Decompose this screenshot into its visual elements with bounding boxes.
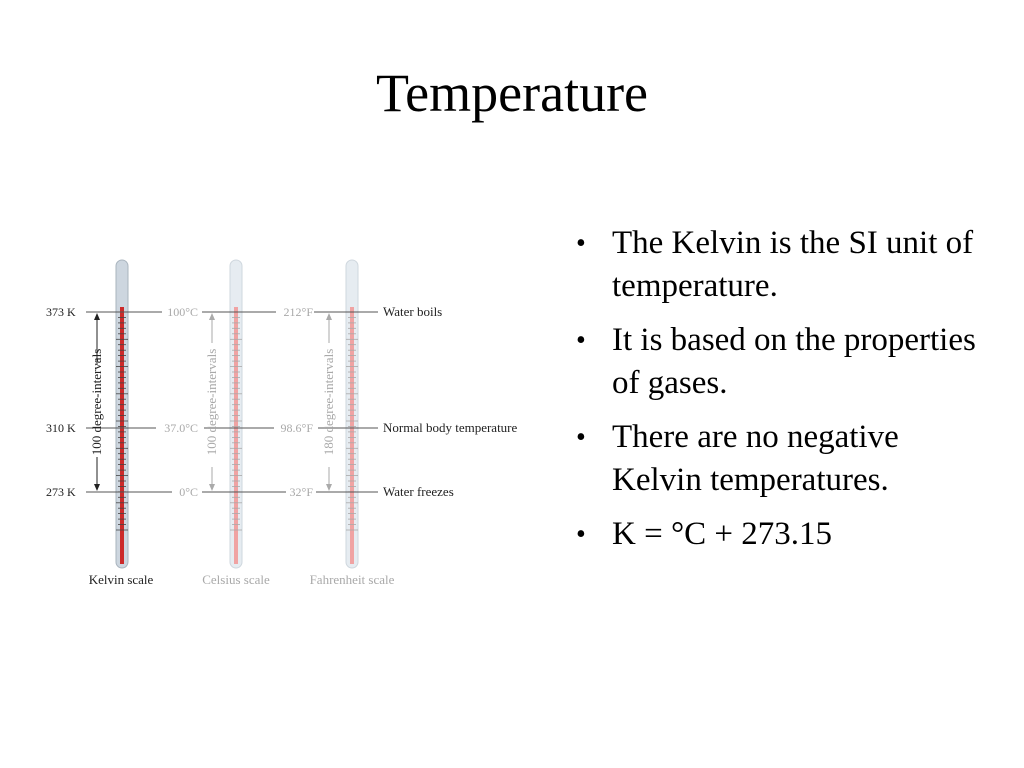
thermometer-diagram <box>40 255 560 600</box>
kelvin-freezing-value: 273 K <box>46 485 76 499</box>
bullet-dot-icon: • <box>576 519 586 550</box>
fahrenheit-boiling-value: 212°F <box>283 305 313 319</box>
fahrenheit-thermometer-column <box>350 307 354 564</box>
bullet-dot-icon: • <box>576 422 586 453</box>
fahrenheit-body-value: 98.6°F <box>280 421 313 435</box>
bullet-dot-icon: • <box>576 325 586 356</box>
bullet-list <box>574 222 994 567</box>
bullet-text: There are no negative Kelvin temperatures. <box>612 419 899 498</box>
celsius-body-value: 37.0°C <box>164 421 198 435</box>
bullet-item <box>574 319 994 405</box>
water-freezes-label: Water freezes <box>383 484 454 499</box>
celsius-interval-label: 100 degree-intervals <box>204 348 219 456</box>
kelvin-body-value: 310 K <box>46 421 76 435</box>
bullet-text: It is based on the properties of gases. <box>612 322 976 401</box>
fahrenheit-scale-label: Fahrenheit scale <box>309 572 395 587</box>
kelvin-scale-label: Kelvin scale <box>88 572 154 587</box>
body-temperature-label: Normal body temperature <box>383 420 518 435</box>
kelvin-interval-label: 100 degree-intervals <box>89 348 104 456</box>
bullet-text: K = °C + 273.15 <box>612 516 833 552</box>
kelvin-thermometer-column <box>120 307 124 564</box>
bullet-dot-icon: • <box>576 228 586 259</box>
celsius-freezing-value: 0°C <box>179 485 198 499</box>
thermometer-figure <box>40 255 560 600</box>
kelvin-boiling-value: 373 K <box>46 305 76 319</box>
fahrenheit-freezing-value: 32°F <box>289 485 313 499</box>
water-boils-label: Water boils <box>383 304 443 319</box>
bullet-item <box>574 513 994 556</box>
bullet-item <box>574 416 994 502</box>
fahrenheit-interval-label: 180 degree-intervals <box>321 348 336 456</box>
celsius-scale-label: Celsius scale <box>202 572 270 587</box>
slide-title: Temperature <box>375 63 649 123</box>
celsius-thermometer-column <box>234 307 238 564</box>
bullet-item <box>574 222 994 308</box>
bullet-text: The Kelvin is the SI unit of temperature. <box>612 225 974 304</box>
celsius-boiling-value: 100°C <box>167 305 198 319</box>
